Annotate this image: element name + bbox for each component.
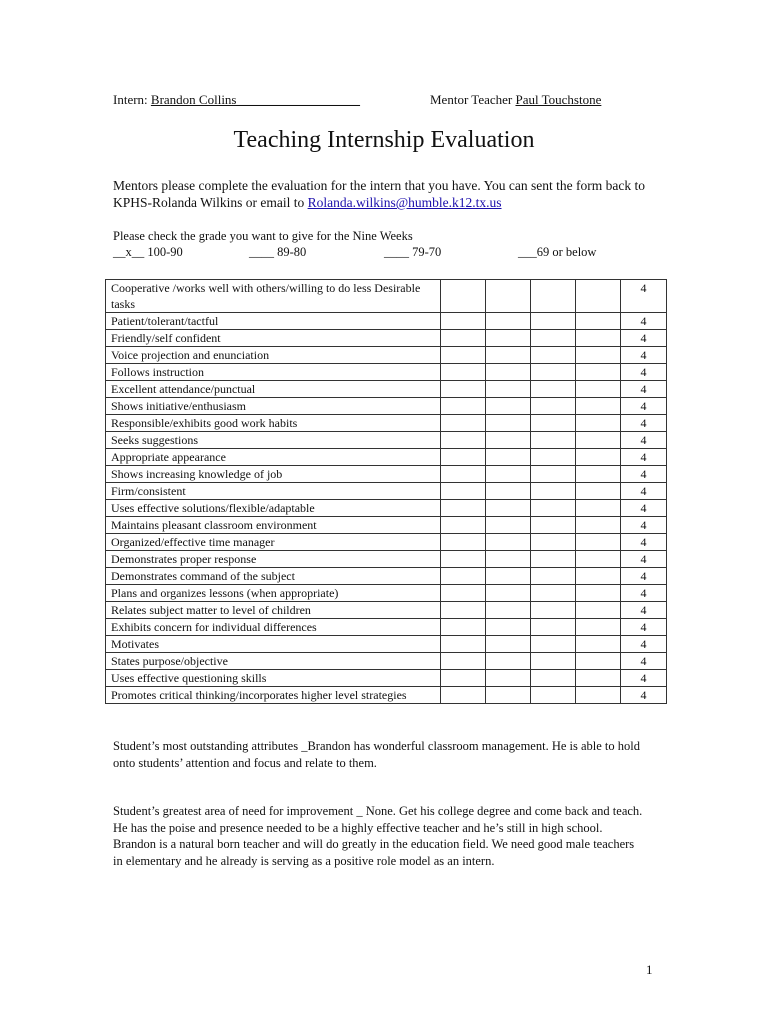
rating-cell-empty[interactable] [531, 687, 576, 704]
mentor-line [430, 92, 601, 108]
criterion-label: Shows initiative/enthusiasm [106, 398, 441, 415]
criterion-label: Excellent attendance/punctual [106, 381, 441, 398]
rating-cell-empty[interactable] [576, 619, 621, 636]
rating-cell-empty[interactable] [486, 687, 531, 704]
rating-value: 4 [621, 568, 667, 585]
criterion-label: Organized/effective time manager [106, 534, 441, 551]
rating-value: 4 [621, 551, 667, 568]
rating-cell-empty[interactable] [486, 602, 531, 619]
evaluation-table [105, 279, 667, 704]
rating-cell-empty[interactable] [486, 585, 531, 602]
rating-cell-empty[interactable] [486, 381, 531, 398]
criterion-label: Plans and organizes lessons (when appropriate) [106, 585, 441, 602]
rating-cell-empty[interactable] [486, 330, 531, 347]
rating-cell-empty[interactable] [441, 500, 486, 517]
rating-value: 4 [621, 398, 667, 415]
rating-cell-empty[interactable] [531, 466, 576, 483]
rating-cell-empty[interactable] [531, 619, 576, 636]
grade-prompt: Please check the grade you want to give for the Nine Weeks [113, 229, 413, 243]
table-row [106, 330, 667, 347]
criterion-label: Follows instruction [106, 364, 441, 381]
rating-cell-empty[interactable] [441, 619, 486, 636]
rating-cell-empty[interactable] [531, 483, 576, 500]
table-row [106, 551, 667, 568]
rating-value: 4 [621, 466, 667, 483]
rating-cell-empty[interactable] [531, 415, 576, 432]
table-row [106, 313, 667, 330]
rating-cell-empty[interactable] [441, 585, 486, 602]
mentor-label: Mentor Teacher [430, 92, 513, 107]
criterion-label: Appropriate appearance [106, 449, 441, 466]
rating-cell-empty[interactable] [576, 449, 621, 466]
rating-cell-empty[interactable] [531, 432, 576, 449]
criterion-label: Promotes critical thinking/incorporates higher level strategies [106, 687, 441, 704]
rating-cell-empty[interactable] [531, 313, 576, 330]
rating-cell-empty[interactable] [576, 568, 621, 585]
instructions [113, 177, 673, 211]
criterion-label: Uses effective solutions/flexible/adaptable [106, 500, 441, 517]
criterion-label: Responsible/exhibits good work habits [106, 415, 441, 432]
rating-cell-empty[interactable] [486, 670, 531, 687]
rating-cell-empty[interactable] [486, 415, 531, 432]
rating-cell-empty[interactable] [486, 551, 531, 568]
rating-value: 4 [621, 313, 667, 330]
table-row [106, 619, 667, 636]
grade-option-89-80[interactable]: ____ 89-80 [249, 245, 307, 259]
rating-cell-empty[interactable] [441, 636, 486, 653]
rating-cell-empty[interactable] [576, 347, 621, 364]
rating-value: 4 [621, 364, 667, 381]
rating-cell-empty[interactable] [531, 398, 576, 415]
rating-cell-empty[interactable] [531, 517, 576, 534]
rating-value: 4 [621, 280, 667, 313]
criterion-label: Relates subject matter to level of children [106, 602, 441, 619]
rating-value: 4 [621, 381, 667, 398]
area-for-improvement: Student’s greatest area of need for improvement _ None. Get his college degree and come back and teach. He has the poise and presence needed to be a highly effective teacher and he’s still in high school. Brandon is a natural born teacher and will do greatly in the education field. We need good male teachers in elementary and he already is serving as a positive role model as an intern. [113, 804, 643, 868]
rating-value: 4 [621, 534, 667, 551]
intern-line [113, 92, 360, 108]
email-link[interactable]: Rolanda.wilkins@humble.k12.tx.us [307, 195, 502, 210]
rating-cell-empty[interactable] [576, 483, 621, 500]
table-row [106, 568, 667, 585]
grade-option-69-below[interactable]: ___69 or below [518, 245, 597, 259]
rating-cell-empty[interactable] [531, 330, 576, 347]
rating-cell-empty[interactable] [576, 313, 621, 330]
rating-cell-empty[interactable] [576, 280, 621, 313]
rating-cell-empty[interactable] [486, 313, 531, 330]
rating-value: 4 [621, 602, 667, 619]
rating-cell-empty[interactable] [576, 364, 621, 381]
criterion-label: Shows increasing knowledge of job [106, 466, 441, 483]
rating-cell-empty[interactable] [576, 585, 621, 602]
rating-cell-empty[interactable] [576, 602, 621, 619]
rating-value: 4 [621, 585, 667, 602]
criterion-label: Motivates [106, 636, 441, 653]
rating-cell-empty[interactable] [531, 636, 576, 653]
rating-cell-empty[interactable] [486, 653, 531, 670]
criterion-label: Patient/tolerant/tactful [106, 313, 441, 330]
criterion-label: Firm/consistent [106, 483, 441, 500]
rating-cell-empty[interactable] [486, 432, 531, 449]
rating-cell-empty[interactable] [441, 568, 486, 585]
criterion-label: Seeks suggestions [106, 432, 441, 449]
rating-cell-empty[interactable] [531, 670, 576, 687]
table-row [106, 687, 667, 704]
criterion-label: Demonstrates command of the subject [106, 568, 441, 585]
rating-cell-empty[interactable] [441, 347, 486, 364]
rating-cell-empty[interactable] [441, 330, 486, 347]
rating-value: 4 [621, 347, 667, 364]
rating-value: 4 [621, 432, 667, 449]
rating-cell-empty[interactable] [441, 364, 486, 381]
table-row [106, 381, 667, 398]
rating-cell-empty[interactable] [486, 398, 531, 415]
rating-cell-empty[interactable] [531, 551, 576, 568]
rating-cell-empty[interactable] [576, 534, 621, 551]
table-row [106, 280, 667, 313]
rating-cell-empty[interactable] [531, 500, 576, 517]
criterion-label: Exhibits concern for individual differences [106, 619, 441, 636]
criterion-label: Voice projection and enunciation [106, 347, 441, 364]
rating-cell-empty[interactable] [441, 415, 486, 432]
rating-cell-empty[interactable] [531, 653, 576, 670]
rating-cell-empty[interactable] [531, 602, 576, 619]
rating-cell-empty[interactable] [441, 313, 486, 330]
table-row [106, 364, 667, 381]
rating-value: 4 [621, 619, 667, 636]
criterion-label: Cooperative /works well with others/willing to do less Desirable tasks [106, 280, 441, 313]
rating-value: 4 [621, 517, 667, 534]
table-row [106, 415, 667, 432]
rating-cell-empty[interactable] [576, 415, 621, 432]
table-row [106, 653, 667, 670]
instructions-text: Mentors please complete the evaluation for the intern that you have. You can sent the form back to KPHS-Rolanda Wilkins or email to [113, 178, 645, 210]
table-row [106, 449, 667, 466]
grade-option-100-90[interactable]: __x__ 100-90 [113, 245, 183, 259]
rating-cell-empty[interactable] [441, 653, 486, 670]
rating-cell-empty[interactable] [531, 381, 576, 398]
rating-value: 4 [621, 330, 667, 347]
rating-cell-empty[interactable] [441, 551, 486, 568]
rating-cell-empty[interactable] [441, 466, 486, 483]
rating-cell-empty[interactable] [576, 500, 621, 517]
page-title: Teaching Internship Evaluation [233, 127, 535, 153]
rating-cell-empty[interactable] [486, 568, 531, 585]
table-row [106, 466, 667, 483]
rating-cell-empty[interactable] [576, 636, 621, 653]
rating-cell-empty[interactable] [486, 280, 531, 313]
rating-value: 4 [621, 687, 667, 704]
rating-cell-empty[interactable] [441, 381, 486, 398]
criterion-label: Uses effective questioning skills [106, 670, 441, 687]
intern-name: Brandon Collins___________________ [150, 92, 360, 107]
outstanding-attributes: Student’s most outstanding attributes _Brandon has wonderful classroom management. He is able to hold onto students’ attention and focus and relate to them. [113, 739, 640, 770]
rating-cell-empty[interactable] [576, 670, 621, 687]
rating-cell-empty[interactable] [441, 602, 486, 619]
page-number: 1 [646, 962, 653, 977]
rating-cell-empty[interactable] [531, 534, 576, 551]
rating-value: 4 [621, 449, 667, 466]
rating-cell-empty[interactable] [441, 483, 486, 500]
intern-label: Intern: [113, 92, 148, 107]
rating-cell-empty[interactable] [576, 432, 621, 449]
rating-cell-empty[interactable] [576, 517, 621, 534]
rating-cell-empty[interactable] [486, 534, 531, 551]
rating-cell-empty[interactable] [576, 466, 621, 483]
rating-cell-empty[interactable] [441, 670, 486, 687]
rating-cell-empty[interactable] [576, 398, 621, 415]
rating-cell-empty[interactable] [531, 585, 576, 602]
table-row [106, 670, 667, 687]
rating-value: 4 [621, 670, 667, 687]
rating-cell-empty[interactable] [441, 517, 486, 534]
grade-option-79-70[interactable]: ____ 79-70 [384, 245, 442, 259]
rating-cell-empty[interactable] [441, 449, 486, 466]
criterion-label: States purpose/objective [106, 653, 441, 670]
rating-cell-empty[interactable] [486, 466, 531, 483]
rating-value: 4 [621, 636, 667, 653]
criterion-label: Maintains pleasant classroom environment [106, 517, 441, 534]
rating-cell-empty[interactable] [441, 534, 486, 551]
rating-cell-empty[interactable] [531, 449, 576, 466]
rating-value: 4 [621, 500, 667, 517]
table-row [106, 534, 667, 551]
rating-cell-empty[interactable] [486, 636, 531, 653]
criterion-label: Demonstrates proper response [106, 551, 441, 568]
table-row [106, 500, 667, 517]
rating-cell-empty[interactable] [486, 483, 531, 500]
table-row [106, 585, 667, 602]
table-row [106, 636, 667, 653]
rating-cell-empty[interactable] [531, 364, 576, 381]
rating-cell-empty[interactable] [441, 687, 486, 704]
rating-cell-empty[interactable] [486, 500, 531, 517]
rating-cell-empty[interactable] [486, 517, 531, 534]
rating-cell-empty[interactable] [441, 280, 486, 313]
rating-cell-empty[interactable] [486, 619, 531, 636]
table-row [106, 398, 667, 415]
table-row [106, 432, 667, 449]
rating-cell-empty[interactable] [486, 364, 531, 381]
rating-cell-empty[interactable] [486, 449, 531, 466]
mentor-name: Paul Touchstone [515, 92, 602, 107]
rating-cell-empty[interactable] [531, 568, 576, 585]
rating-cell-empty[interactable] [441, 398, 486, 415]
criterion-label: Friendly/self confident [106, 330, 441, 347]
rating-cell-empty[interactable] [531, 347, 576, 364]
table-row [106, 347, 667, 364]
table-row [106, 602, 667, 619]
rating-cell-empty[interactable] [576, 653, 621, 670]
rating-value: 4 [621, 653, 667, 670]
rating-cell-empty[interactable] [441, 432, 486, 449]
table-row [106, 517, 667, 534]
rating-cell-empty[interactable] [486, 347, 531, 364]
rating-value: 4 [621, 483, 667, 500]
evaluation-rows [106, 280, 667, 704]
grade-options [113, 245, 673, 261]
rating-cell-empty[interactable] [576, 551, 621, 568]
rating-value: 4 [621, 415, 667, 432]
rating-cell-empty[interactable] [531, 280, 576, 313]
rating-cell-empty[interactable] [576, 330, 621, 347]
table-row [106, 483, 667, 500]
rating-cell-empty[interactable] [576, 381, 621, 398]
rating-cell-empty[interactable] [576, 687, 621, 704]
